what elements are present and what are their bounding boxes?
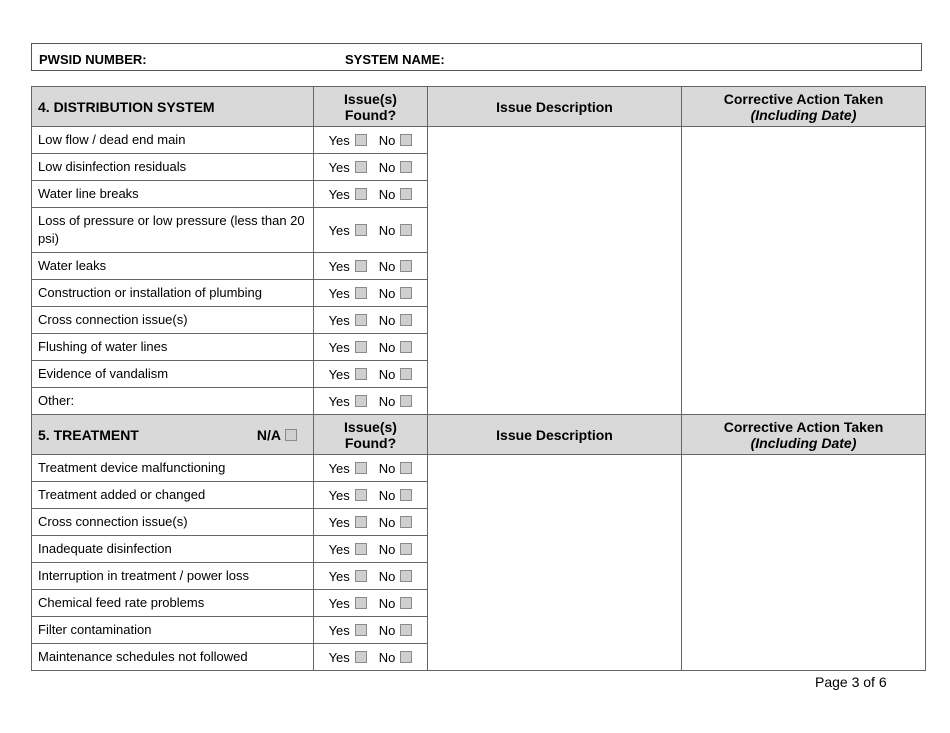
yes-checkbox[interactable] bbox=[355, 395, 367, 407]
item-label: Evidence of vandalism bbox=[32, 361, 314, 388]
no-checkbox[interactable] bbox=[400, 651, 412, 663]
table-row: Inadequate disinfection Yes No bbox=[32, 536, 926, 563]
na-checkbox[interactable] bbox=[285, 429, 297, 441]
issue-description-field[interactable] bbox=[428, 127, 682, 415]
no-checkbox[interactable] bbox=[400, 188, 412, 200]
corrective-action-header: Corrective Action Taken (Including Date) bbox=[682, 87, 926, 127]
table-row: Low disinfection residuals Yes No bbox=[32, 154, 926, 181]
item-label: Treatment device malfunctioning bbox=[32, 455, 314, 482]
pwsid-label: PWSID NUMBER: bbox=[39, 52, 147, 67]
table-row: Other: Yes No bbox=[32, 388, 926, 415]
header-box bbox=[31, 43, 922, 71]
treatment-section-title: 5. TREATMENT N/A bbox=[32, 415, 314, 455]
issues-found-header: Issue(s) Found? bbox=[314, 415, 428, 455]
no-checkbox[interactable] bbox=[400, 570, 412, 582]
table-row: Evidence of vandalism Yes No bbox=[32, 361, 926, 388]
no-checkbox[interactable] bbox=[400, 624, 412, 636]
yes-checkbox[interactable] bbox=[355, 260, 367, 272]
no-checkbox[interactable] bbox=[400, 161, 412, 173]
item-label: Filter contamination bbox=[32, 617, 314, 644]
item-label: Maintenance schedules not followed bbox=[32, 644, 314, 671]
issue-description-header: Issue Description bbox=[428, 415, 682, 455]
no-checkbox[interactable] bbox=[400, 597, 412, 609]
item-label: Cross connection issue(s) bbox=[32, 307, 314, 334]
item-label: Other: bbox=[32, 388, 314, 415]
item-label: Water line breaks bbox=[32, 181, 314, 208]
yes-checkbox[interactable] bbox=[355, 624, 367, 636]
table-row: Flushing of water lines Yes No bbox=[32, 334, 926, 361]
table-row: Construction or installation of plumbing Yes No bbox=[32, 280, 926, 307]
no-checkbox[interactable] bbox=[400, 462, 412, 474]
item-label: Flushing of water lines bbox=[32, 334, 314, 361]
item-label: Treatment added or changed bbox=[32, 482, 314, 509]
no-checkbox[interactable] bbox=[400, 543, 412, 555]
yes-checkbox[interactable] bbox=[355, 570, 367, 582]
yes-checkbox[interactable] bbox=[355, 188, 367, 200]
distribution-header-row bbox=[32, 87, 926, 127]
no-checkbox[interactable] bbox=[400, 134, 412, 146]
item-label: Chemical feed rate problems bbox=[32, 590, 314, 617]
issues-found-header: Issue(s) Found? bbox=[314, 87, 428, 127]
no-checkbox[interactable] bbox=[400, 341, 412, 353]
page-number: Page 3 of 6 bbox=[815, 674, 887, 690]
item-label: Low flow / dead end main bbox=[32, 127, 314, 154]
system-name-label: SYSTEM NAME: bbox=[345, 52, 445, 67]
no-checkbox[interactable] bbox=[400, 395, 412, 407]
yes-checkbox[interactable] bbox=[355, 651, 367, 663]
no-checkbox[interactable] bbox=[400, 260, 412, 272]
item-label: Inadequate disinfection bbox=[32, 536, 314, 563]
yes-checkbox[interactable] bbox=[355, 224, 367, 236]
issue-description-field[interactable] bbox=[428, 455, 682, 671]
table-row: Treatment device malfunctioning Yes No bbox=[32, 455, 926, 482]
table-row: Water line breaks Yes No bbox=[32, 181, 926, 208]
corrective-action-field[interactable] bbox=[682, 127, 926, 415]
item-label: Water leaks bbox=[32, 253, 314, 280]
item-label: Cross connection issue(s) bbox=[32, 509, 314, 536]
table-row: Chemical feed rate problems Yes No bbox=[32, 590, 926, 617]
yes-checkbox[interactable] bbox=[355, 134, 367, 146]
no-checkbox[interactable] bbox=[400, 287, 412, 299]
yes-checkbox[interactable] bbox=[355, 516, 367, 528]
table-row: Water leaks Yes No bbox=[32, 253, 926, 280]
item-label: Low disinfection residuals bbox=[32, 154, 314, 181]
table-row: Maintenance schedules not followed Yes No bbox=[32, 644, 926, 671]
treatment-header-row bbox=[32, 415, 926, 455]
yes-checkbox[interactable] bbox=[355, 489, 367, 501]
table-row: Cross connection issue(s) Yes No bbox=[32, 307, 926, 334]
item-label: Construction or installation of plumbing bbox=[32, 280, 314, 307]
no-checkbox[interactable] bbox=[400, 368, 412, 380]
issue-description-header: Issue Description bbox=[428, 87, 682, 127]
distribution-section-title: 4. DISTRIBUTION SYSTEM bbox=[32, 87, 314, 127]
no-checkbox[interactable] bbox=[400, 314, 412, 326]
corrective-action-field[interactable] bbox=[682, 455, 926, 671]
no-checkbox[interactable] bbox=[400, 224, 412, 236]
item-label: Interruption in treatment / power loss bbox=[32, 563, 314, 590]
yes-checkbox[interactable] bbox=[355, 341, 367, 353]
item-label: Loss of pressure or low pressure (less than 20 psi) bbox=[32, 208, 314, 253]
no-checkbox[interactable] bbox=[400, 516, 412, 528]
no-checkbox[interactable] bbox=[400, 489, 412, 501]
yes-checkbox[interactable] bbox=[355, 287, 367, 299]
yes-checkbox[interactable] bbox=[355, 161, 367, 173]
table-row: Loss of pressure or low pressure (less than 20 psi) Yes No bbox=[32, 208, 926, 253]
table-row: Cross connection issue(s) Yes No bbox=[32, 509, 926, 536]
corrective-action-header: Corrective Action Taken (Including Date) bbox=[682, 415, 926, 455]
yes-checkbox[interactable] bbox=[355, 314, 367, 326]
yes-checkbox[interactable] bbox=[355, 597, 367, 609]
yes-checkbox[interactable] bbox=[355, 462, 367, 474]
table-row: Filter contamination Yes No bbox=[32, 617, 926, 644]
yes-checkbox[interactable] bbox=[355, 368, 367, 380]
table-row: Interruption in treatment / power loss Yes No bbox=[32, 563, 926, 590]
table-row: Low flow / dead end main Yes No bbox=[32, 127, 926, 154]
table-row: Treatment added or changed Yes No bbox=[32, 482, 926, 509]
inspection-table bbox=[31, 86, 926, 671]
yes-checkbox[interactable] bbox=[355, 543, 367, 555]
